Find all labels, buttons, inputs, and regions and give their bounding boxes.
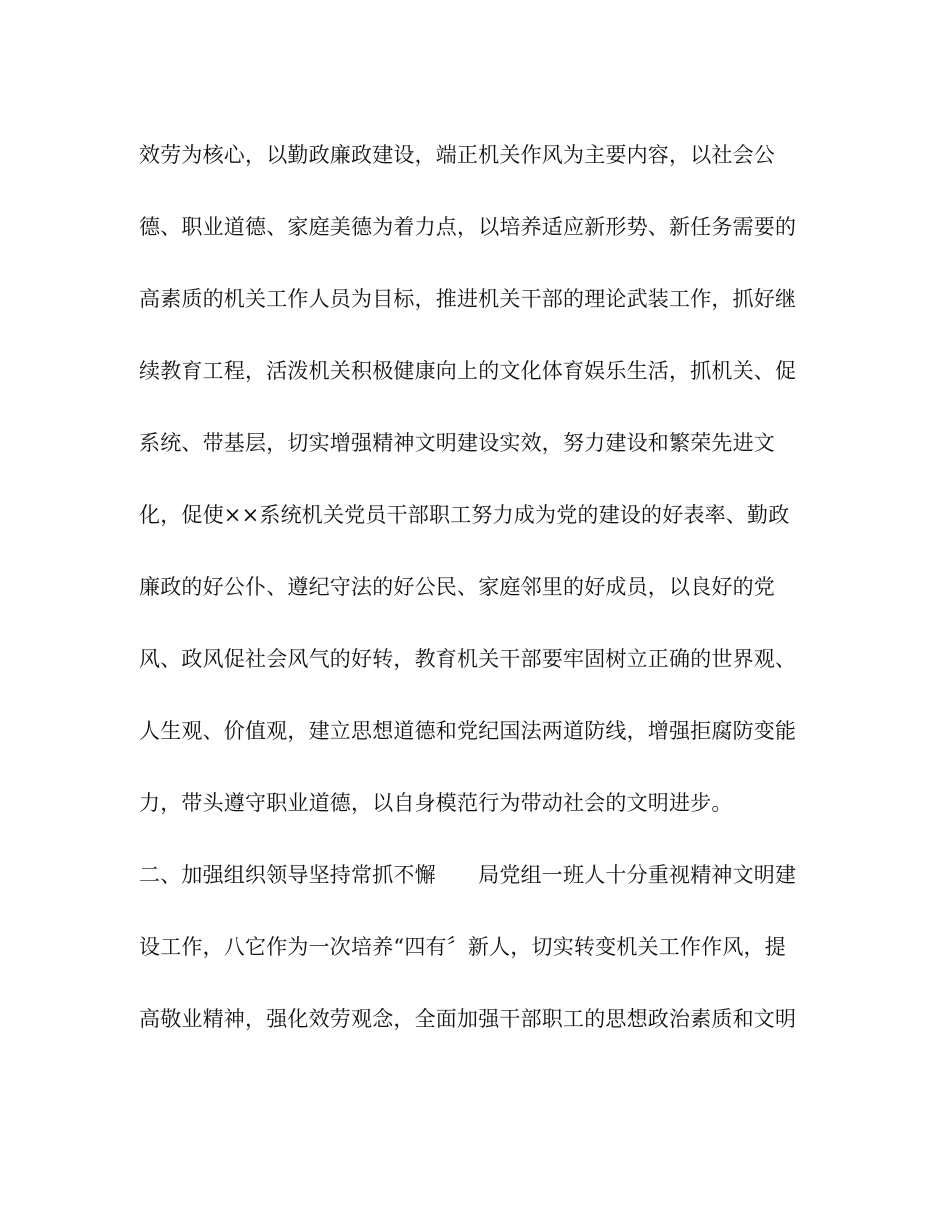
text-line: 德、职业道德、家庭美德为着力点，以培养适应新形势、新任务需要的 (139, 215, 797, 239)
text-line: 高敬业精神，强化效劳观念，全面加强干部职工的思想政治素质和文明 (139, 1007, 797, 1031)
text-line: 系统、带基层，切实增强精神文明建设实效，努力建设和繁荣先进文 (139, 431, 775, 455)
section-heading-line: 二、加强组织领导坚持常抓不懈 局党组一班人十分重视精神文明建 (139, 863, 797, 887)
body-text (139, 135, 819, 1071)
text-line: 力，带头遵守职业道德，以自身模范行为带动社会的文明进步。 (139, 791, 733, 815)
text-line: 效劳为核心，以勤政廉政建设，端正机关作风为主要内容，以社会公 (139, 143, 775, 167)
text-line: 廉政的好公仆、遵纪守法的好公民、家庭邻里的好成员，以良好的党 (139, 575, 775, 599)
text-line: 续教育工程，活泼机关积极健康向上的文化体育娱乐生活，抓机关、促 (139, 359, 797, 383)
text-line: 高素质的机关工作人员为目标，推进机关干部的理论武装工作，抓好继 (139, 287, 797, 311)
text-line: 化，促使××系统机关党员干部职工努力成为党的建设的好表率、勤政 (139, 503, 790, 527)
text-line: 人生观、价值观，建立思想道德和党纪国法两道防线，增强拒腐防变能 (139, 719, 797, 743)
text-line: 设工作，八它作为一次培养“四有〞新人，切实转变机关工作作风，提 (139, 935, 786, 959)
text-line: 风、政风促社会风气的好转，教育机关干部要牢固树立正确的世界观、 (139, 647, 797, 671)
